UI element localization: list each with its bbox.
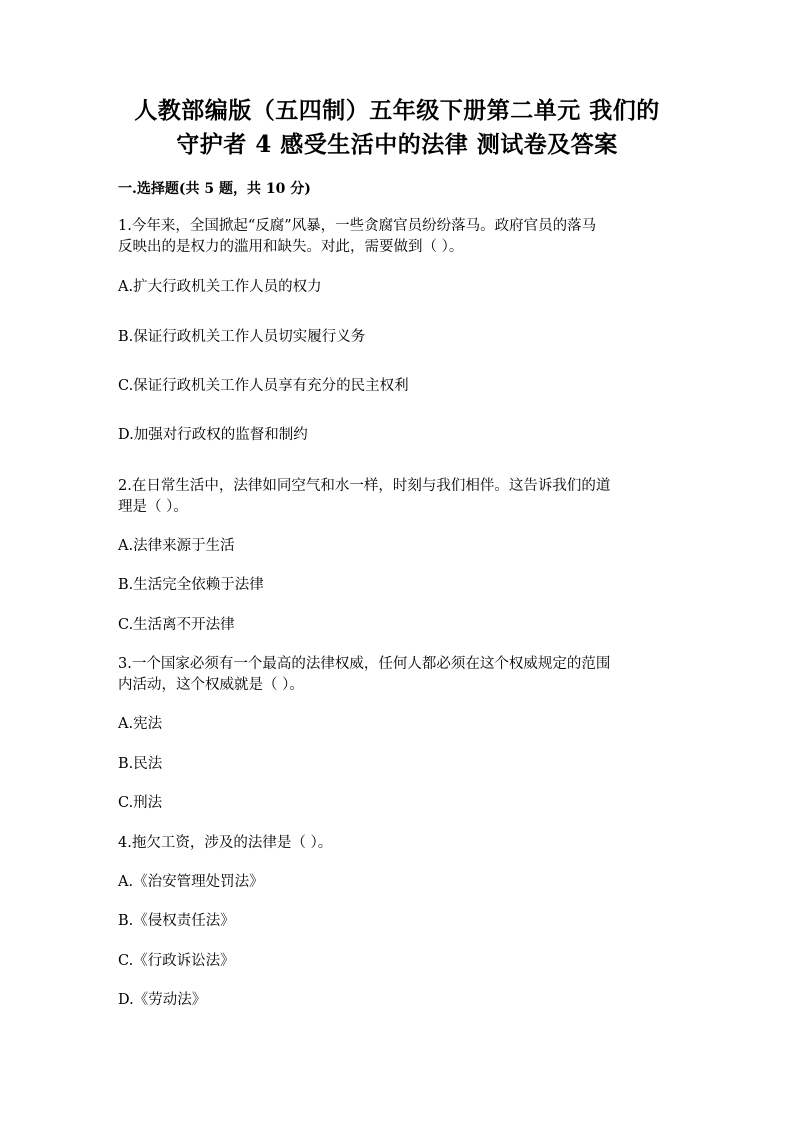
question-1-option-b: B.保证行政机关工作人员切实履行义务 bbox=[118, 329, 366, 345]
question-4-stem-line-1: 4.拖欠工资，涉及的法律是（ ）。 bbox=[118, 835, 333, 851]
question-1-option-c: C.保证行政机关工作人员享有充分的民主权利 bbox=[118, 378, 409, 394]
question-2-option-b: B.生活完全依赖于法律 bbox=[118, 577, 264, 593]
question-1-stem bbox=[118, 216, 678, 258]
question-2-option-c: C.生活离不开法律 bbox=[118, 617, 235, 633]
page-title-line-2: 守护者 4 感受生活中的法律 测试卷及答案 bbox=[176, 131, 618, 158]
question-4-option-b: B.《侵权责任法》 bbox=[118, 913, 235, 929]
page-title-line-1: 人教部编版（五四制）五年级下册第二单元 我们的 bbox=[134, 97, 660, 124]
question-2-stem-line-2: 理是（ ）。 bbox=[118, 499, 188, 515]
question-4-option-c: C.《行政诉讼法》 bbox=[118, 953, 235, 969]
question-1-stem-line-1: 1.今年来，全国掀起“反腐”风暴，一些贪腐官员纷纷落马。政府官员的落马 bbox=[118, 218, 597, 234]
question-3-option-b: B.民法 bbox=[118, 756, 163, 772]
question-1-stem-line-2: 反映出的是权力的滥用和缺失。对此，需要做到（ ）。 bbox=[118, 239, 464, 255]
question-4-option-d: D.《劳动法》 bbox=[118, 992, 207, 1008]
section-heading: 一.选择题(共 5 题，共 10 分) bbox=[118, 181, 311, 197]
question-3-option-a: A.宪法 bbox=[118, 716, 163, 732]
question-3-stem-line-2: 内活动，这个权威就是（ ）。 bbox=[118, 677, 304, 693]
question-1-option-a: A.扩大行政机关工作人员的权力 bbox=[118, 279, 322, 295]
question-3-stem bbox=[118, 654, 678, 696]
question-4-option-a: A.《治安管理处罚法》 bbox=[118, 874, 264, 890]
question-4-stem bbox=[118, 833, 678, 854]
question-3-option-c: C.刑法 bbox=[118, 795, 163, 811]
question-2-option-a: A.法律来源于生活 bbox=[118, 538, 235, 554]
question-1-option-d: D.加强对行政权的监督和制约 bbox=[118, 427, 308, 443]
question-2-stem bbox=[118, 476, 678, 518]
question-2-stem-line-1: 2.在日常生活中，法律如同空气和水一样，时刻与我们相伴。这告诉我们的道 bbox=[118, 478, 611, 494]
question-3-stem-line-1: 3.一个国家必须有一个最高的法律权威，任何人都必须在这个权威规定的范围 bbox=[118, 656, 611, 672]
